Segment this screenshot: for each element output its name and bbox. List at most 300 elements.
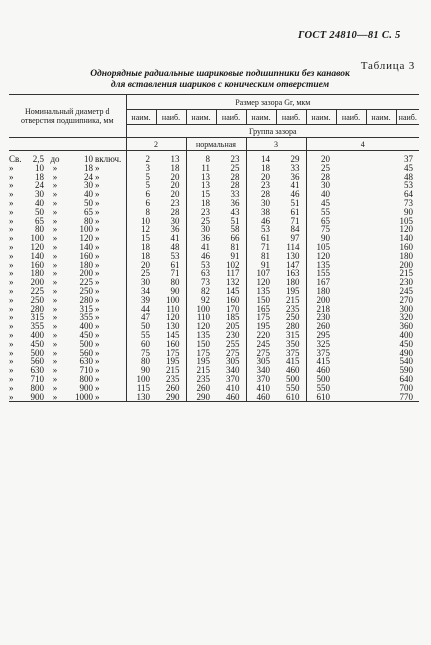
clearance-min: 6 <box>126 199 156 208</box>
clearance-min: 100 <box>126 375 156 384</box>
clearance-max: 305 <box>226 356 240 367</box>
range-c2: 560 <box>30 356 44 367</box>
clearance-min: 165 <box>246 305 276 314</box>
range-c3: » <box>52 171 58 182</box>
table-row <box>9 164 419 173</box>
clearance-min: 230 <box>306 313 336 322</box>
clearance-max: 460 <box>216 393 246 402</box>
clearance-min: 130 <box>126 393 156 402</box>
group-normal: нормальная <box>186 138 246 151</box>
clearance-min: 215 <box>186 366 216 375</box>
range-c1: » <box>9 365 14 376</box>
range-c4: 100 <box>79 224 93 235</box>
clearance-min: 45 <box>306 199 336 208</box>
clearance-min: 135 <box>246 287 276 296</box>
range-c4: 400 <box>79 321 93 332</box>
table-label: Таблица 3 <box>360 60 415 72</box>
clearance-max: 120 <box>399 224 414 235</box>
clearance-max: 73 <box>404 197 414 208</box>
subheader-max: наиб. <box>156 110 186 125</box>
clearance-min: 8 <box>126 208 156 217</box>
clearance-max: 120 <box>166 312 180 323</box>
clearance-max: 147 <box>286 259 300 270</box>
range-c1: » <box>9 197 14 208</box>
range-c3: » <box>52 233 58 244</box>
clearance-min: 500 <box>306 375 336 384</box>
clearance-min: 175 <box>246 313 276 322</box>
clearance-max: 25 <box>230 162 240 173</box>
diameter-range <box>9 225 126 234</box>
range-c2: 2,5 <box>32 154 44 164</box>
clearance-max: 255 <box>226 338 240 349</box>
range-c2: 65 <box>35 215 44 226</box>
clearance-min: 167 <box>306 278 336 287</box>
clearance-min: 460 <box>246 393 276 402</box>
clearance-min: 15 <box>126 234 156 243</box>
range-c3: » <box>52 321 58 332</box>
subheader-max: наиб. <box>336 110 366 125</box>
range-c1: » <box>9 206 14 217</box>
clearance-min: 120 <box>186 322 216 331</box>
clearance-max: 700 <box>399 382 414 393</box>
range-c5: » <box>95 259 100 270</box>
clearance-min: 75 <box>306 225 336 234</box>
diameter-range <box>9 252 126 261</box>
table-row <box>9 305 419 314</box>
range-c4: 560 <box>79 347 93 358</box>
range-c1: » <box>9 189 14 200</box>
table-row <box>9 217 419 226</box>
clearance-max: 180 <box>286 277 300 288</box>
range-c4: 18 <box>84 162 93 173</box>
clearance-max: 540 <box>399 356 414 367</box>
clearance-max: 163 <box>286 268 300 279</box>
table-row <box>9 278 419 287</box>
clearance-max: 37 <box>404 154 414 164</box>
clearance-max: 215 <box>166 365 180 376</box>
range-c2: 400 <box>30 329 44 340</box>
clearance-min: 40 <box>306 190 336 199</box>
range-c5: » <box>95 277 100 288</box>
range-c3: » <box>52 365 58 376</box>
clearance-max: 132 <box>226 277 240 288</box>
clearance-max: 235 <box>166 373 180 384</box>
range-c1: » <box>9 268 14 279</box>
clearance-max: 61 <box>170 259 180 270</box>
clearance-min: 245 <box>246 340 276 349</box>
range-c4: 900 <box>79 382 93 393</box>
clearance-max: 160 <box>166 338 180 349</box>
clearance-max: 550 <box>286 382 300 393</box>
range-c5: » <box>95 224 100 235</box>
clearance-max: 13 <box>170 154 180 164</box>
clearance-min: 295 <box>306 331 336 340</box>
clearance-min: 235 <box>186 375 216 384</box>
clearance-max: 91 <box>230 250 240 261</box>
clearance-max: 66 <box>230 233 240 244</box>
clearance-min: 80 <box>126 357 156 366</box>
range-c3: » <box>52 382 58 393</box>
clearance-min: 150 <box>246 296 276 305</box>
range-c4: 710 <box>79 365 93 376</box>
clearance-max: 290 <box>156 393 186 402</box>
diameter-range <box>9 243 126 252</box>
diameter-range <box>9 296 126 305</box>
clearance-min: 105 <box>306 243 336 252</box>
table-row <box>9 173 419 182</box>
range-c2: 18 <box>35 171 44 182</box>
diameter-range <box>9 261 126 270</box>
clearance-min: 20 <box>306 151 336 164</box>
group-2: 2 <box>126 138 186 151</box>
range-c1: » <box>9 180 14 191</box>
range-c5: включ. <box>95 154 122 164</box>
clearance-min: 14 <box>246 151 276 164</box>
clearance-min: 410 <box>246 384 276 393</box>
table-row <box>9 322 419 331</box>
clearance-min: 15 <box>186 190 216 199</box>
range-c5: » <box>95 321 100 332</box>
range-c4: 630 <box>79 356 93 367</box>
clearance-min: 71 <box>246 243 276 252</box>
clearance-min: 218 <box>306 305 336 314</box>
clearance-max: 195 <box>166 356 180 367</box>
clearance-min: 340 <box>246 366 276 375</box>
group-3: 3 <box>246 138 306 151</box>
clearance-min: 415 <box>306 357 336 366</box>
clearance-min: 28 <box>306 173 336 182</box>
range-c4: 180 <box>79 259 93 270</box>
clearance-max: 36 <box>170 224 180 235</box>
clearance-min: 115 <box>126 384 156 393</box>
table-row <box>9 313 419 322</box>
clearance-max: 230 <box>399 277 414 288</box>
clearance-max: 97 <box>290 233 300 244</box>
range-c2: 355 <box>30 321 44 332</box>
range-c3: » <box>52 329 58 340</box>
table-row <box>9 375 419 384</box>
clearance-min: 28 <box>246 190 276 199</box>
table-row <box>9 181 419 190</box>
clearance-min: 220 <box>246 331 276 340</box>
range-c2: 250 <box>30 294 44 305</box>
clearance-max: 315 <box>286 329 300 340</box>
range-c3: » <box>52 197 58 208</box>
clearance-max: 46 <box>290 189 300 200</box>
clearance-min: 260 <box>306 322 336 331</box>
diameter-range <box>9 199 126 208</box>
clearance-max: 200 <box>399 259 414 270</box>
clearance-min: 375 <box>306 349 336 358</box>
group-4: 4 <box>306 138 419 151</box>
clearance-max: 140 <box>399 233 414 244</box>
clearance-min: 63 <box>186 269 216 278</box>
table-row <box>9 243 419 252</box>
clearance-max: 71 <box>290 215 300 226</box>
clearance-max: 36 <box>230 197 240 208</box>
range-c4: 450 <box>79 329 93 340</box>
range-c3: » <box>52 373 58 384</box>
clearance-min: 53 <box>186 261 216 270</box>
range-c5: » <box>95 391 100 402</box>
clearance-min: 3 <box>126 164 156 173</box>
diameter-range <box>9 208 126 217</box>
range-c3: » <box>52 215 58 226</box>
clearance-min: 18 <box>126 252 156 261</box>
range-c4: 315 <box>79 303 93 314</box>
clearance-min: 110 <box>186 313 216 322</box>
clearance-min: 290 <box>186 393 216 402</box>
table-row <box>9 340 419 349</box>
range-c3: » <box>52 162 58 173</box>
clearance-max: 23 <box>230 154 240 164</box>
range-c1: » <box>9 259 14 270</box>
range-c1: » <box>9 224 14 235</box>
clearance-max: 130 <box>286 250 300 261</box>
range-c1: » <box>9 329 14 340</box>
range-c4: 355 <box>79 312 93 323</box>
range-c2: 30 <box>35 189 44 200</box>
range-c1: » <box>9 241 14 252</box>
range-c1: Св. <box>9 154 22 164</box>
clearance-max: 105 <box>399 215 414 226</box>
clearance-min: 36 <box>186 234 216 243</box>
table-row <box>9 151 419 164</box>
range-c5: » <box>95 356 100 367</box>
clearance-min: 5 <box>126 173 156 182</box>
clearance-max: 270 <box>399 294 414 305</box>
clearance-max: 175 <box>166 347 180 358</box>
clearance-min: 46 <box>186 252 216 261</box>
range-c1: » <box>9 321 14 332</box>
diameter-range <box>9 366 126 375</box>
table-row <box>9 366 419 375</box>
range-c3: » <box>52 347 58 358</box>
clearance-max: 80 <box>170 277 180 288</box>
range-c5: » <box>95 338 100 349</box>
clearance-max: 300 <box>399 303 414 314</box>
range-c5: » <box>95 373 100 384</box>
range-c3: » <box>52 303 58 314</box>
clearance-min: 75 <box>126 349 156 358</box>
clearance-min: 65 <box>306 217 336 226</box>
clearance-max: 53 <box>170 250 180 261</box>
table-row <box>9 269 419 278</box>
table-row <box>9 287 419 296</box>
range-c4: 140 <box>79 241 93 252</box>
range-c4: 280 <box>79 294 93 305</box>
clearance-max: 33 <box>230 189 240 200</box>
clearance-max: 36 <box>290 171 300 182</box>
range-c2: 10 <box>35 162 44 173</box>
range-c2: 100 <box>30 233 44 244</box>
range-c5: » <box>95 329 100 340</box>
range-c4: 50 <box>84 197 93 208</box>
clearance-max: 30 <box>170 215 180 226</box>
clearance-min: 120 <box>246 278 276 287</box>
clearance-min: 175 <box>186 349 216 358</box>
range-c5: » <box>95 215 100 226</box>
range-c5: » <box>95 189 100 200</box>
clearance-max: 280 <box>286 321 300 332</box>
clearance-max: 100 <box>166 294 180 305</box>
clearance-max: 250 <box>286 312 300 323</box>
clearance-min: 30 <box>306 181 336 190</box>
clearance-max: 770 <box>336 393 419 402</box>
range-c2: 630 <box>30 365 44 376</box>
range-c3: » <box>52 259 58 270</box>
range-c5: » <box>95 285 100 296</box>
table-row <box>9 190 419 199</box>
clearance-min: 195 <box>186 357 216 366</box>
range-c5: » <box>95 303 100 314</box>
table-row <box>9 384 419 393</box>
clearance-max: 340 <box>226 365 240 376</box>
clearance-min: 460 <box>306 366 336 375</box>
range-c2: 40 <box>35 197 44 208</box>
range-c5: » <box>95 180 100 191</box>
diameter-range <box>9 305 126 314</box>
range-c1: » <box>9 356 14 367</box>
subheader-max: наиб. <box>216 110 246 125</box>
range-c3: » <box>52 241 58 252</box>
table-row <box>9 252 419 261</box>
clearance-min: 34 <box>126 287 156 296</box>
clearance-min: 25 <box>186 217 216 226</box>
table-row <box>9 225 419 234</box>
clearance-max: 71 <box>170 268 180 279</box>
clearance-max: 61 <box>290 206 300 217</box>
clearance-min: 92 <box>186 296 216 305</box>
clearance-min: 20 <box>126 261 156 270</box>
clearance-max: 230 <box>226 329 240 340</box>
range-c5: » <box>95 241 100 252</box>
clearance-max: 375 <box>286 347 300 358</box>
diameter-range <box>9 357 126 366</box>
clearance-max: 130 <box>166 321 180 332</box>
clearance-min: 91 <box>246 261 276 270</box>
clearance-min: 200 <box>306 296 336 305</box>
clearance-min: 5 <box>126 181 156 190</box>
clearance-min: 260 <box>186 384 216 393</box>
clearance-max: 51 <box>230 215 240 226</box>
clearance-min: 20 <box>246 173 276 182</box>
range-c3: » <box>52 294 58 305</box>
clearance-max: 260 <box>166 382 180 393</box>
diameter-range <box>9 322 126 331</box>
range-c1: » <box>9 171 14 182</box>
range-c5: » <box>95 365 100 376</box>
clearance-min: 275 <box>246 349 276 358</box>
clearance-min: 150 <box>186 340 216 349</box>
range-c2: 450 <box>30 338 44 349</box>
clearance-max: 58 <box>230 224 240 235</box>
diameter-range <box>9 313 126 322</box>
clearance-max: 160 <box>399 241 414 252</box>
range-c5: » <box>95 250 100 261</box>
diameter-range <box>9 331 126 340</box>
clearance-max: 145 <box>226 285 240 296</box>
range-c2: 800 <box>30 382 44 393</box>
range-c1: » <box>9 303 14 314</box>
clearance-min: 12 <box>126 225 156 234</box>
clearance-max: 460 <box>286 365 300 376</box>
clearance-max: 215 <box>286 294 300 305</box>
clearance-min: 73 <box>186 278 216 287</box>
clearance-max: 117 <box>226 268 240 279</box>
clearance-max: 110 <box>166 303 180 314</box>
clearance-max: 23 <box>170 197 180 208</box>
diameter-range <box>9 278 126 287</box>
clearance-max: 20 <box>170 189 180 200</box>
clearance-min: 55 <box>306 208 336 217</box>
range-c4: 24 <box>84 171 93 182</box>
diameter-range <box>9 217 126 226</box>
range-c2: 200 <box>30 277 44 288</box>
diameter-range <box>9 173 126 182</box>
clearance-min: 39 <box>126 296 156 305</box>
clearance-max: 205 <box>226 321 240 332</box>
range-c1: » <box>9 285 14 296</box>
range-c5: » <box>95 268 100 279</box>
range-c1: » <box>9 347 14 358</box>
range-c3: до <box>50 154 60 164</box>
range-c4: 80 <box>84 215 93 226</box>
range-c2: 80 <box>35 224 44 235</box>
range-c1: » <box>9 391 14 402</box>
range-c1: » <box>9 277 14 288</box>
range-c3: » <box>52 189 58 200</box>
clearance-min: 180 <box>306 287 336 296</box>
diameter-range <box>9 151 126 164</box>
clearance-max: 320 <box>399 312 414 323</box>
clearance-max: 41 <box>170 233 180 244</box>
clearance-min: 82 <box>186 287 216 296</box>
clearance-min: 2 <box>126 151 156 164</box>
clearance-max: 28 <box>230 171 240 182</box>
range-c4: 200 <box>79 268 93 279</box>
clearance-min: 13 <box>186 181 216 190</box>
clearance-min: 550 <box>306 384 336 393</box>
range-c4: 800 <box>79 373 93 384</box>
clearance-min: 50 <box>126 322 156 331</box>
clearance-min: 10 <box>126 217 156 226</box>
table-row <box>9 234 419 243</box>
subheader-min: наим. <box>246 110 276 125</box>
clearance-max: 81 <box>230 241 240 252</box>
range-c2: 180 <box>30 268 44 279</box>
clearance-table <box>9 94 419 402</box>
clearance-min: 44 <box>126 305 156 314</box>
clearance-max: 20 <box>170 171 180 182</box>
table-row <box>9 357 419 366</box>
table-title <box>20 69 420 91</box>
table-row <box>9 331 419 340</box>
range-c3: » <box>52 277 58 288</box>
clearance-max: 84 <box>290 224 300 235</box>
clearance-min: 195 <box>246 322 276 331</box>
diameter-header: Номинальный диаметр d отверстия подшипника, мм <box>9 95 126 138</box>
range-c4: 30 <box>84 180 93 191</box>
range-c3: » <box>52 338 58 349</box>
clearance-min: 610 <box>306 393 336 402</box>
clearance-min: 23 <box>246 181 276 190</box>
range-c3: » <box>52 180 58 191</box>
range-c4: 65 <box>84 206 93 217</box>
clearance-max: 28 <box>230 180 240 191</box>
range-c5: » <box>95 233 100 244</box>
clearance-max: 90 <box>404 206 414 217</box>
